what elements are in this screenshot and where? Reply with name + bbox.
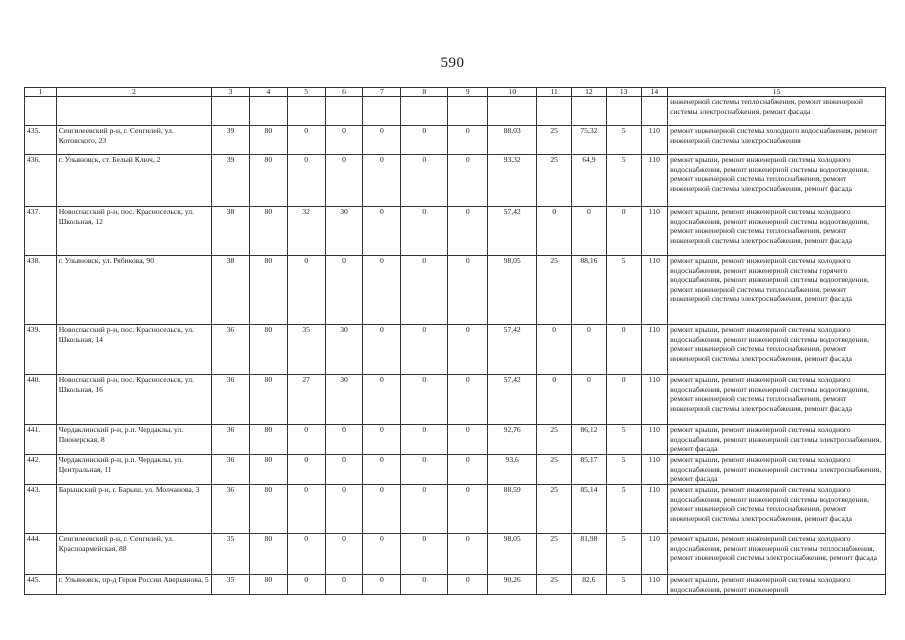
row-value: 0 [401, 207, 448, 256]
column-header: 14 [641, 88, 668, 97]
row-value [325, 97, 363, 126]
table-row [25, 375, 886, 425]
row-value: 25 [537, 455, 572, 485]
row-value: 93,32 [488, 155, 537, 207]
row-value: 0 [572, 375, 607, 425]
table-row [25, 97, 886, 126]
row-value [212, 97, 250, 126]
row-value: 57,42 [488, 325, 537, 375]
row-value: 36 [212, 455, 250, 485]
row-value: 0 [401, 534, 448, 575]
row-value: 0 [325, 126, 363, 155]
row-value: 38 [212, 256, 250, 325]
row-value: 90,26 [488, 575, 537, 595]
row-value: 80 [249, 375, 287, 425]
row-value: 5 [606, 455, 641, 485]
row-value: 0 [287, 455, 325, 485]
row-value [363, 97, 401, 126]
row-value: 82,6 [572, 575, 607, 595]
row-number: 445. [25, 575, 57, 595]
row-value: 88,59 [488, 485, 537, 534]
row-value: 25 [537, 575, 572, 595]
row-value: 80 [249, 207, 287, 256]
row-value [287, 97, 325, 126]
row-value: 110 [641, 575, 668, 595]
row-address: Чердаклинский р-н, р.п. Чердаклы, ул. Пионерская, 8 [56, 425, 211, 455]
row-value: 30 [325, 207, 363, 256]
row-value: 25 [537, 155, 572, 207]
row-value: 39 [212, 126, 250, 155]
row-value: 0 [287, 575, 325, 595]
row-value: 0 [363, 126, 401, 155]
row-address: Сенгилеевский р-н, г. Сенгилей, ул. Котовского, 23 [56, 126, 211, 155]
column-header: 2 [56, 88, 211, 97]
row-works: ремонт крыши, ремонт инженерной системы холодного водоснабжения, ремонт инженерной системы водоотведения, ремонт инженерной системы теплоснабжения, ремонт инженерной системы электроснабжения, ремонт фасада [668, 485, 886, 534]
row-value: 0 [325, 256, 363, 325]
row-value: 0 [572, 325, 607, 375]
row-works: ремонт крыши, ремонт инженерной системы холодного водоснабжения, ремонт инженерной системы теплоснабжения, ремонт инженерной системы электроснабжения, ремонт фасада [668, 534, 886, 575]
row-value: 57,42 [488, 207, 537, 256]
row-value: 110 [641, 126, 668, 155]
row-value: 36 [212, 485, 250, 534]
row-value: 5 [606, 155, 641, 207]
row-address: Новоспасский р-н, пос. Красносельск, ул. Школьная, 12 [56, 207, 211, 256]
row-value: 0 [448, 126, 488, 155]
column-header: 5 [287, 88, 325, 97]
row-value: 86,12 [572, 425, 607, 455]
row-number: 441. [25, 425, 57, 455]
row-value: 80 [249, 455, 287, 485]
row-value: 25 [537, 534, 572, 575]
row-value: 81,98 [572, 534, 607, 575]
row-value: 92,76 [488, 425, 537, 455]
row-value: 0 [325, 575, 363, 595]
row-works: ремонт крыши, ремонт инженерной системы холодного водоснабжения, ремонт инженерной системы электроснабжения, ремонт фасада [668, 455, 886, 485]
row-value: 110 [641, 155, 668, 207]
row-number: 438. [25, 256, 57, 325]
row-value: 0 [448, 256, 488, 325]
row-value: 0 [448, 575, 488, 595]
row-value: 0 [448, 534, 488, 575]
row-value: 0 [537, 375, 572, 425]
row-value [401, 97, 448, 126]
row-value: 0 [363, 425, 401, 455]
row-value: 0 [401, 575, 448, 595]
row-value: 0 [401, 126, 448, 155]
row-value: 36 [212, 325, 250, 375]
row-number: 436. [25, 155, 57, 207]
column-header: 13 [606, 88, 641, 97]
row-value: 0 [325, 425, 363, 455]
row-value: 110 [641, 375, 668, 425]
row-number [25, 97, 57, 126]
row-value: 0 [606, 325, 641, 375]
table-row [25, 325, 886, 375]
row-value: 0 [363, 155, 401, 207]
row-value: 88,16 [572, 256, 607, 325]
row-value: 35 [212, 575, 250, 595]
row-value: 80 [249, 256, 287, 325]
row-value: 32 [287, 207, 325, 256]
row-value: 0 [537, 207, 572, 256]
row-value: 5 [606, 425, 641, 455]
row-value: 0 [448, 425, 488, 455]
row-value: 0 [287, 485, 325, 534]
table-row [25, 534, 886, 575]
row-value [249, 97, 287, 126]
row-value: 5 [606, 534, 641, 575]
row-value: 0 [401, 375, 448, 425]
row-value: 110 [641, 256, 668, 325]
row-address [56, 97, 211, 126]
column-header: 9 [448, 88, 488, 97]
row-value: 0 [606, 375, 641, 425]
column-header: 8 [401, 88, 448, 97]
row-value: 0 [363, 325, 401, 375]
row-value: 0 [325, 485, 363, 534]
column-header: 15 [668, 88, 886, 97]
row-value: 25 [537, 256, 572, 325]
row-address: Новоспасский р-н, пос. Красносельск, ул. Школьная, 16 [56, 375, 211, 425]
row-address: г. Ульяновск, ул. Рябикова, 90 [56, 256, 211, 325]
row-value: 80 [249, 126, 287, 155]
row-value: 0 [401, 425, 448, 455]
row-value: 98,05 [488, 534, 537, 575]
row-works: ремонт крыши, ремонт инженерной системы холодного водоснабжения, ремонт инженерной [668, 575, 886, 595]
row-value: 0 [401, 155, 448, 207]
row-value: 0 [363, 575, 401, 595]
register-table [24, 87, 886, 595]
row-value: 0 [325, 155, 363, 207]
table-row [25, 425, 886, 455]
row-value: 0 [287, 534, 325, 575]
row-value: 80 [249, 485, 287, 534]
row-value: 0 [363, 375, 401, 425]
row-number: 442. [25, 455, 57, 485]
row-value: 39 [212, 155, 250, 207]
row-value: 5 [606, 256, 641, 325]
row-value: 75,32 [572, 126, 607, 155]
row-value: 80 [249, 325, 287, 375]
row-value: 80 [249, 155, 287, 207]
row-value: 0 [401, 256, 448, 325]
row-works: ремонт крыши, ремонт инженерной системы холодного водоснабжения, ремонт инженерной системы водоотведения, ремонт инженерной системы теплоснабжения, ремонт инженерной системы электроснабжения, ремонт фасада [668, 375, 886, 425]
row-value: 110 [641, 325, 668, 375]
row-works: ремонт крыши, ремонт инженерной системы холодного водоснабжения, ремонт инженерной системы электроснабжения, ремонт фасада [668, 425, 886, 455]
row-value: 0 [287, 126, 325, 155]
row-value: 93,6 [488, 455, 537, 485]
row-value: 0 [287, 155, 325, 207]
row-value: 38 [212, 207, 250, 256]
row-value: 110 [641, 425, 668, 455]
row-value [448, 97, 488, 126]
column-header: 11 [537, 88, 572, 97]
row-value: 88,03 [488, 126, 537, 155]
header-row [25, 88, 886, 97]
row-works: ремонт инженерной системы холодного водоснабжения, ремонт инженерной системы электроснабжения [668, 126, 886, 155]
row-value: 0 [325, 534, 363, 575]
row-value: 0 [401, 485, 448, 534]
table-row [25, 485, 886, 534]
row-value [537, 97, 572, 126]
column-header: 1 [25, 88, 57, 97]
row-address: Чердаклинский р-н, р.п. Чердаклы, ул. Центральная, 11 [56, 455, 211, 485]
row-value [572, 97, 607, 126]
row-works: ремонт крыши, ремонт инженерной системы холодного водоснабжения, ремонт инженерной системы водоотведения, ремонт инженерной системы теплоснабжения, ремонт инженерной системы электроснабжения, ремонт фасада [668, 155, 886, 207]
row-value: 64,9 [572, 155, 607, 207]
row-value: 0 [448, 155, 488, 207]
row-value: 25 [537, 126, 572, 155]
row-value: 110 [641, 207, 668, 256]
row-value: 25 [537, 425, 572, 455]
row-value: 0 [606, 207, 641, 256]
row-address: Барышский р-н, г. Барыш, ул. Молчанова, 3 [56, 485, 211, 534]
row-works: ремонт крыши, ремонт инженерной системы холодного водоснабжения, ремонт инженерной системы водоотведения, ремонт инженерной системы теплоснабжения, ремонт инженерной системы электроснабжения, ремонт фасада [668, 207, 886, 256]
row-value: 0 [448, 325, 488, 375]
table-row [25, 575, 886, 595]
row-value [606, 97, 641, 126]
row-works: ремонт крыши, ремонт инженерной системы холодного водоснабжения, ремонт инженерной системы горячего водоснабжения, ремонт инженерной системы водоотведения, ремонт инженерной системы теплоснабжения, ремонт инженерной системы электроснабжения, ремонт фасада [668, 256, 886, 325]
table-row [25, 207, 886, 256]
row-value: 0 [448, 375, 488, 425]
row-value: 0 [325, 455, 363, 485]
row-value: 0 [363, 207, 401, 256]
page-number: 590 [440, 55, 465, 71]
table-row [25, 155, 886, 207]
row-number: 440. [25, 375, 57, 425]
row-value: 30 [325, 375, 363, 425]
row-number: 444. [25, 534, 57, 575]
row-value: 80 [249, 575, 287, 595]
row-number: 443. [25, 485, 57, 534]
row-address: Новоспасский р-н, пос. Красносельск, ул. Школьная, 14 [56, 325, 211, 375]
column-header: 4 [249, 88, 287, 97]
row-value: 85,14 [572, 485, 607, 534]
row-value: 0 [448, 485, 488, 534]
table-row [25, 126, 886, 155]
row-value: 110 [641, 455, 668, 485]
row-value: 0 [448, 207, 488, 256]
row-value: 0 [363, 485, 401, 534]
row-value: 110 [641, 485, 668, 534]
row-value: 36 [212, 425, 250, 455]
row-value: 5 [606, 126, 641, 155]
row-value: 35 [212, 534, 250, 575]
row-address: г. Ульяновск, ст. Белый Ключ, 2 [56, 155, 211, 207]
table-row [25, 455, 886, 485]
column-header: 7 [363, 88, 401, 97]
row-value: 0 [448, 455, 488, 485]
row-value: 85,17 [572, 455, 607, 485]
row-number: 439. [25, 325, 57, 375]
row-value: 0 [287, 256, 325, 325]
row-value: 110 [641, 534, 668, 575]
column-header: 12 [572, 88, 607, 97]
column-header: 3 [212, 88, 250, 97]
row-value: 36 [212, 375, 250, 425]
column-header: 6 [325, 88, 363, 97]
row-value: 0 [401, 455, 448, 485]
row-value: 0 [537, 325, 572, 375]
row-value: 5 [606, 575, 641, 595]
row-value [488, 97, 537, 126]
row-address: г. Ульяновск, пр-д Героя России Аверьянова, 5 [56, 575, 211, 595]
row-value: 35 [287, 325, 325, 375]
row-value: 0 [363, 256, 401, 325]
row-address: Сенгилеевский р-н, г. Сенгилей, ул. Красноармейская, 88 [56, 534, 211, 575]
row-works: инженерной системы теплоснабжения, ремонт инженерной системы электроснабжения, ремонт фасада [668, 97, 886, 126]
row-value: 80 [249, 534, 287, 575]
row-number: 437. [25, 207, 57, 256]
row-value: 98,05 [488, 256, 537, 325]
row-value [641, 97, 668, 126]
row-value: 0 [287, 425, 325, 455]
row-value: 5 [606, 485, 641, 534]
row-value: 0 [572, 207, 607, 256]
row-number: 435. [25, 126, 57, 155]
table-row [25, 256, 886, 325]
row-value: 0 [363, 534, 401, 575]
row-value: 30 [325, 325, 363, 375]
column-header: 10 [488, 88, 537, 97]
row-value: 25 [537, 485, 572, 534]
row-value: 0 [363, 455, 401, 485]
row-value: 27 [287, 375, 325, 425]
row-value: 0 [401, 325, 448, 375]
row-value: 80 [249, 425, 287, 455]
row-value: 57,42 [488, 375, 537, 425]
row-works: ремонт крыши, ремонт инженерной системы холодного водоснабжения, ремонт инженерной системы водоотведения, ремонт инженерной системы теплоснабжения, ремонт инженерной системы электроснабжения, ремонт фасада [668, 325, 886, 375]
